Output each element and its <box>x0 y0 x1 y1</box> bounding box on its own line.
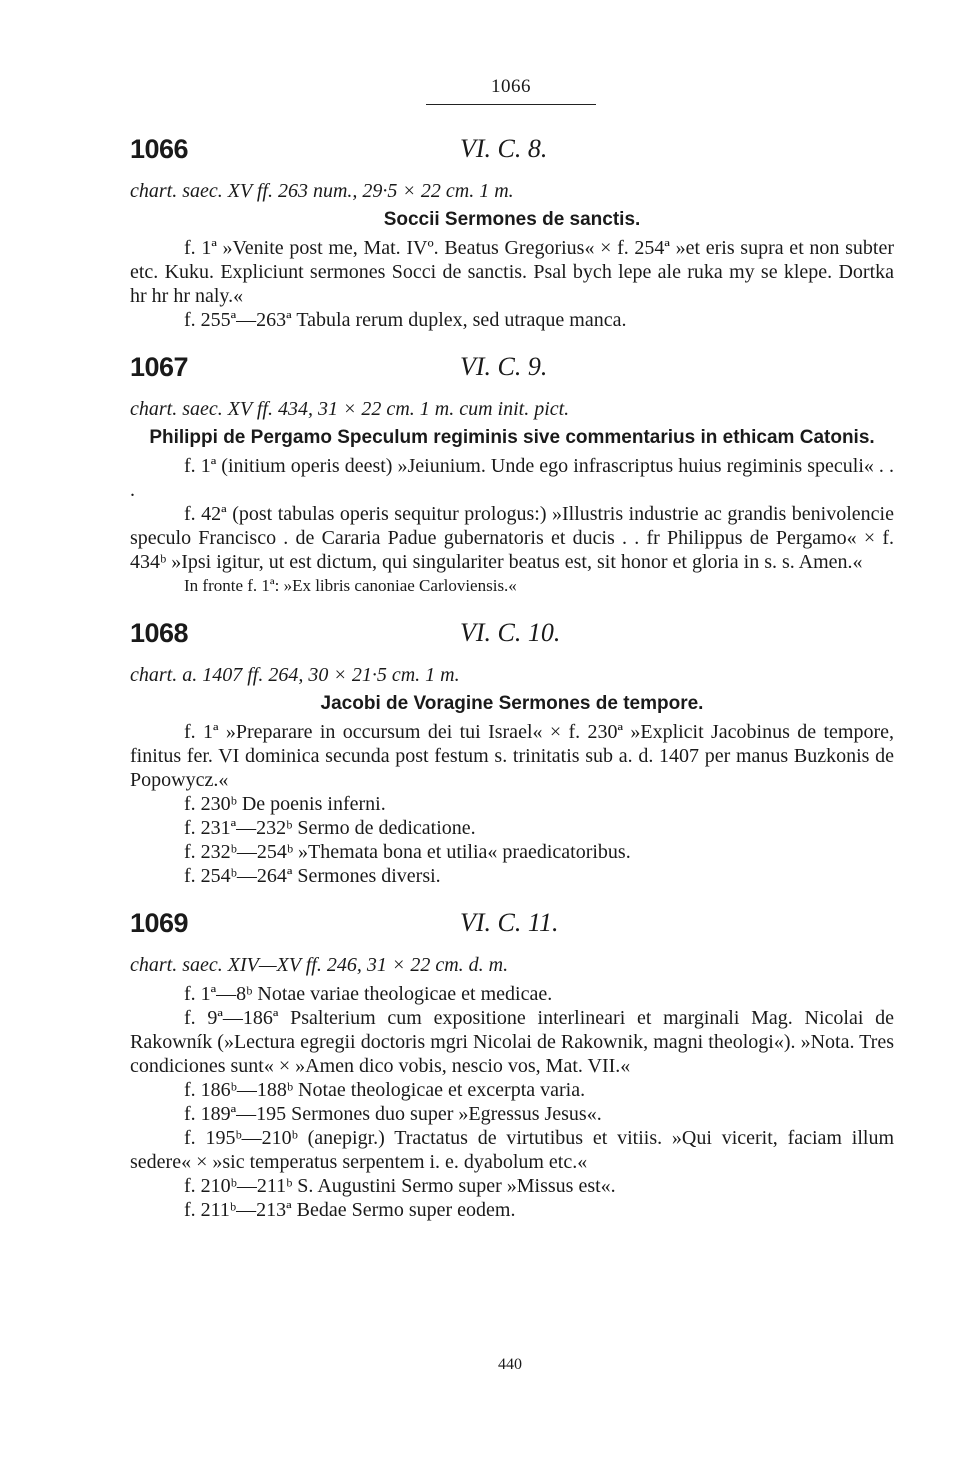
entry-paragraph: f. 9ª—186ª Psalterium cum expositione interlineari et marginali Mag. Nicolai de Rakowník (»Lectura egregii doctoris mgri Nicolai de Rakownik, magni theologi«). »Nota. Tres condiciones sunt« × »Amen dico vobis, nescio vos, Mat. VII.« <box>130 1007 894 1077</box>
folio-line: f. 1ª—8ᵇ Notae variae theologicae et medicae. <box>184 983 553 1005</box>
folio-line: f. 189ª—195 Sermones duo super »Egressus Jesus«. <box>184 1103 602 1125</box>
entry-paragraph: f. 1ª »Preparare in occursum dei tui Israel« × f. 230ª »Explicit Jacobinus de tempore, finitus fer. VI dominica secunda post festum s. trinitatis sub a. d. 1407 per manus Buzkonis de Popowycz.« <box>130 721 894 791</box>
entry-title: Soccii Sermones de sanctis. <box>383 209 641 230</box>
folio-line: f. 231ª—232ᵇ Sermo de dedicatione. <box>184 817 476 839</box>
entry-1066 <box>130 134 894 332</box>
running-header: 1066 <box>426 76 596 105</box>
folio-line: f. 186ᵇ—188ᵇ Notae theologicae et excerpta varia. <box>184 1079 586 1101</box>
entry-paragraph: f. 1ª (initium operis deest) »Jeiunium. Unde ego infrascriptus huius regiminis speculi« . . . <box>130 455 894 501</box>
shelfmark: VI. C. 8. <box>460 134 548 163</box>
entry-number: 1068 <box>130 618 189 648</box>
folio-line: f. 232ᵇ—254ᵇ »Themata bona et utilia« praedicatoribus. <box>184 841 631 863</box>
folio-line: f. 211ᵇ—213ª Bedae Sermo super eodem. <box>184 1199 516 1221</box>
entry-paragraph: f. 42ª (post tabulas operis sequitur prologus:) »Illustris industrie ac grandis benivolencie speculo Francisco . de Cararia Padue gubernatoris et ducis . . fr Philippus de Pergamo« × f. 434ᵇ »Ipsi igitur, ut est dictum, qui singulariter beatus est, sit honor et gloria in s. s. Amen.« <box>130 503 894 573</box>
entry-1067 <box>130 352 894 598</box>
entry-title: Philippi de Pergamo Speculum regiminis sive commentarius in ethicam Catonis. <box>149 427 875 448</box>
folio-line: f. 255ª—263ª Tabula rerum duplex, sed utraque manca. <box>184 309 627 331</box>
page-number: 440 <box>498 1356 522 1373</box>
entry-meta: chart. saec. XV ff. 434, 31 × 22 cm. 1 m. cum init. pict. <box>130 398 570 420</box>
entry-number: 1067 <box>130 352 189 382</box>
entry-number: 1069 <box>130 908 189 938</box>
entry-meta: chart. saec. XIV—XV ff. 246, 31 × 22 cm. d. m. <box>130 954 509 976</box>
provenance-note: In fronte f. 1ª: »Ex libris canoniae Carloviensis.« <box>184 576 517 595</box>
entry-1068 <box>130 618 894 888</box>
catalogue-body <box>130 134 894 1242</box>
shelfmark: VI. C. 9. <box>460 352 548 381</box>
entry-1069 <box>130 908 894 1222</box>
folio-line: f. 210ᵇ—211ᵇ S. Augustini Sermo super »Missus est«. <box>184 1175 616 1197</box>
folio-line: f. 254ᵇ—264ª Sermones diversi. <box>184 865 441 887</box>
entry-paragraph: f. 1ª »Venite post me, Mat. IVº. Beatus Gregorius« × f. 254ª »et eris supra et non subter etc. Kuku. Expliciunt sermones Socci de sanctis. Psal bych lepe ale ruka my se klepe. Dortka hr hr hr naly.« <box>130 237 894 307</box>
entry-meta: chart. saec. XV ff. 263 num., 29·5 × 22 cm. 1 m. <box>130 180 514 202</box>
entry-number: 1066 <box>130 134 189 164</box>
entry-meta: chart. a. 1407 ff. 264, 30 × 21·5 cm. 1 m. <box>130 664 460 686</box>
entry-title: Jacobi de Voragine Sermones de tempore. <box>320 693 704 714</box>
folio-line: f. 230ᵇ De poenis inferni. <box>184 793 386 815</box>
entry-paragraph: f. 195ᵇ—210ᵇ (anepigr.) Tractatus de virtutibus et vitiis. »Qui vicerit, faciam illum sedere« × »sic temperatus serpentem i. e. dyabolum etc.« <box>130 1127 894 1173</box>
shelfmark: VI. C. 11. <box>460 908 559 937</box>
shelfmark: VI. C. 10. <box>460 618 561 647</box>
